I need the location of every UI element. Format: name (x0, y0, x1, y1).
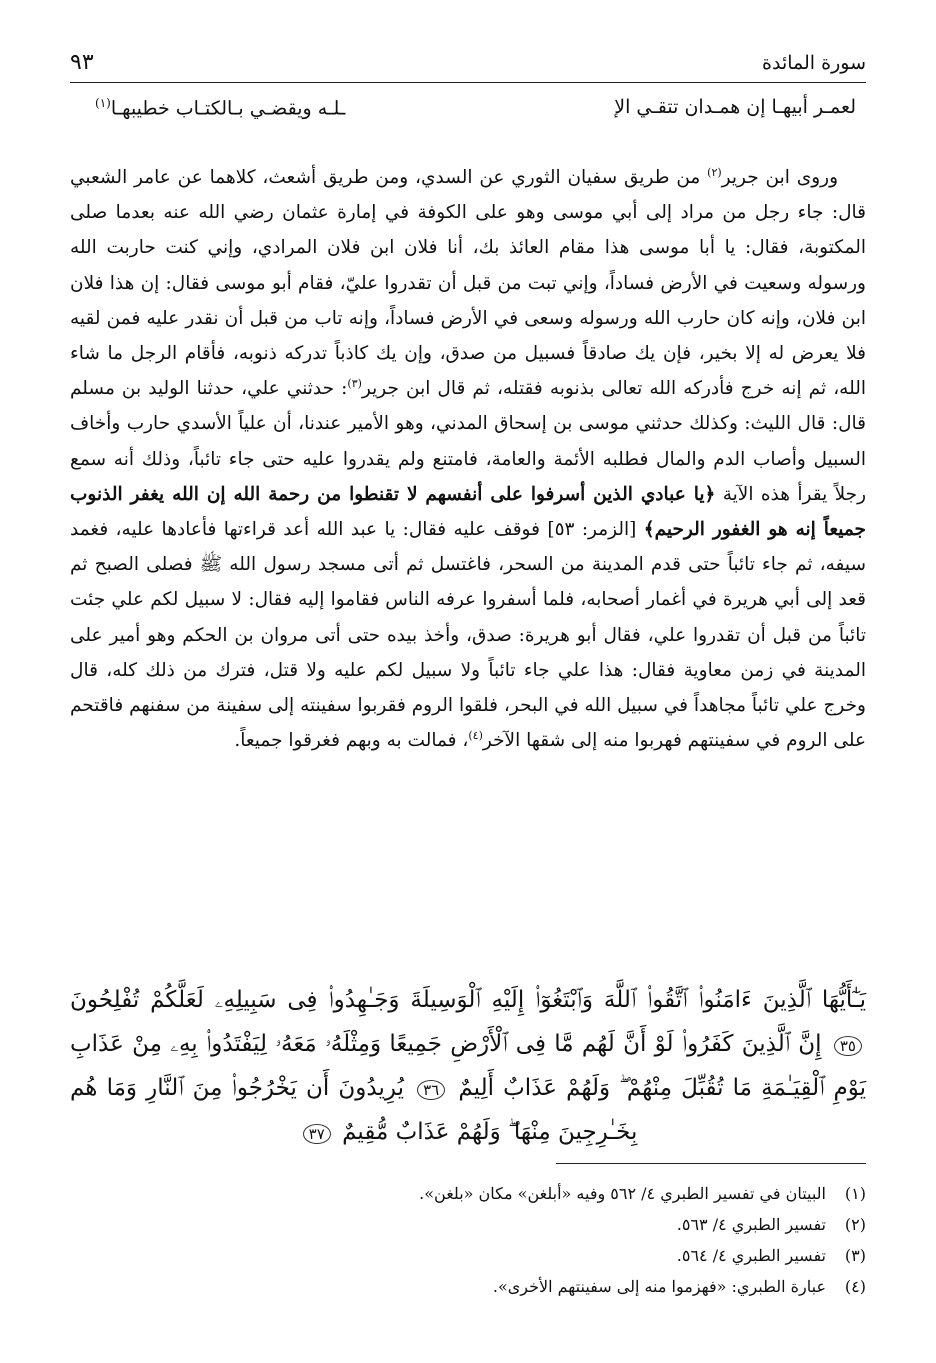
footnote-ref-1: (١) (95, 96, 111, 110)
ayah-number-marker: ٣٦ (417, 1080, 445, 1100)
footnote (70, 1240, 866, 1271)
footnote-ref-2: (٢) (707, 165, 722, 179)
footnote-number: (٣) (844, 1246, 866, 1265)
page-number: ٩٣ (70, 50, 94, 75)
verse-hemistich-first: لعمـر أبيهـا إن همـدان تتقـي الإ (614, 96, 856, 118)
footnote-text: عبارة الطبري: «فهزموا منه إلى سفينتهم الأخرى». (492, 1277, 826, 1296)
footnotes (70, 1178, 866, 1302)
quran-verses-block (70, 978, 866, 1154)
footnote-text: تفسير الطبري ٤/ ٥٦٤. (676, 1246, 826, 1265)
footnote-number: (١) (844, 1184, 866, 1203)
text-segment: وروى ابن جرير (721, 167, 839, 188)
footnote (70, 1209, 866, 1240)
text-segment: من طريق سفيان الثوري عن السدي، ومن طريق أشعث، كلاهما عن عامر الشعبي قال: جاء رجل من مراد إلى أبي موسى وهو على الكوفة في إمارة عثمان رضي الله عنه بعدما صلى المكتوبة، فقال: يا أبا موسى هذا مقام العائذ بك، أنا فلان ابن فلان المرادي، وإني كنت حاربت الله ورسوله وسعيت في الأرض فساداً، وإني تبت من قبل أن تقدروا عليّ، فقام أبو موسى فقال: إن هذا فلان ابن فلان، وإنه كان حارب الله ورسوله وسعى في الأرض فساداً، وإنه تاب من قبل أن نقدر عليه فمن لقيه فلا يعرض له إلا بخير، فإن يك صادقاً فسبيل من صدق، وإن يك كاذباً تدركه ذنوبه، فأقام الرجل ما شاء الله، ثم إنه خرج فأدركه الله تعالى بذنوبه فقتله، ثم قال ابن جرير (70, 167, 866, 400)
footnote-text: تفسير الطبري ٤/ ٥٦٣. (676, 1215, 826, 1234)
footnote (70, 1178, 866, 1209)
text-segment: [الزمر: ٥٣] فوقف عليه فقال: يا عبد الله أعد قراءتها فأعادها عليه، فغمد سيفه، ثم جاء تائباً حتى قدم المدينة من السحر، فاغتسل ثم أتى مسجد رسول الله ﷺ فصلى الصبح ثم قعد إلى أبي هريرة في أغمار أصحابه، فلما أسفروا عرفه الناس فقاموا إليه فقال: لا سبيل لكم علي جئت تائباً من قبل أن تقدروا علي، فقال أبو هريرة: صدق، وأخذ بيده حتى أتى مروان بن الحكم وهو أمير على المدينة في زمن معاوية فقال: هذا علي جاء تائباً ولا سبيل لكم عليه ولا قتل، فترك من ذلك كله، قال وخرج علي تائباً مجاهداً في سبيل الله في البحر، فلقوا الروم فقربوا سفينته إلى سفينة من سفنهم فاقتحم على الروم في سفينتهم فهربوا منه إلى شقها الآخر (70, 519, 866, 752)
text-segment: : حدثني علي، حدثنا الوليد بن مسلم قال: قال الليث: وكذلك حدثني موسى بن إسحاق المدني، وهو الأمير عندنا، أن علياً الأسدي حارب وأخاف السبيل وأصاب الدم والمال فطلبه الأئمة والعامة، فامتنع ولم يقدروا عليه حتى جاء تائباً، وذلك أنه سمع رجلاً يقرأ هذه الآية (70, 378, 867, 505)
quran-ayah-35: يَـٰٓأَيُّهَا ٱلَّذِينَ ءَامَنُوا۟ ٱتَّقُوا۟ ٱللَّهَ وَٱبْتَغُوٓا۟ إِلَيْهِ ٱلْوَسِيلَةَ وَجَـٰهِدُوا۟ فِى سَبِيلِهِۦ لَعَلَّكُمْ تُفْلِحُونَ (70, 987, 866, 1013)
ayah-number-marker: ٣٧ (303, 1124, 331, 1144)
footnote-number: (٢) (844, 1215, 866, 1234)
footnote-ref-4: (٤) (468, 729, 483, 743)
poetry-verse (95, 92, 856, 132)
surah-title: سورة المائدة (762, 52, 866, 74)
verse-hemistich-second-text: ـلـه ويقضـي بـالكتـاب خطيبهـا (110, 97, 346, 120)
verse-hemistich-second (95, 96, 345, 119)
quran-quote-inline: ﴿يا عبادي الذين أسرفوا على أنفسهم لا تقنطوا من رحمة الله إن الله يغفر الذنوب جميعاً إنه هو الغفور الرحيم﴾ (70, 483, 866, 541)
header-divider (70, 82, 866, 83)
running-header (70, 50, 866, 80)
footnote-divider (556, 1163, 866, 1164)
quran-ayah-36: إِنَّ ٱلَّذِينَ كَفَرُوا۟ لَوْ أَنَّ لَهُم مَّا فِى ٱلْأَرْضِ جَمِيعًا وَمِثْلَهُۥ مَعَهُۥ لِيَفْتَدُوا۟ بِهِۦ مِنْ عَذَابِ يَوْمِ ٱلْقِيَـٰمَةِ مَا تُقُبِّلَ مِنْهُمْ ۖ وَلَهُمْ عَذَابٌ أَلِيمٌ (70, 1031, 867, 1101)
footnote-ref-3: (٣) (347, 377, 362, 391)
text-segment: ، فمالت به وبهم فغرقوا جميعاً. (234, 730, 469, 752)
ayah-number-marker: ٣٥ (834, 1036, 862, 1056)
paragraph (70, 160, 866, 758)
quran-ayah-37: يُرِيدُونَ أَن يَخْرُجُوا۟ مِنَ ٱلنَّارِ وَمَا هُم بِخَـٰرِجِينَ مِنْهَا ۖ وَلَهُمْ عَذَابٌ مُّقِيمٌ (70, 1075, 638, 1145)
footnote-number: (٤) (844, 1277, 866, 1296)
main-paragraph (70, 160, 866, 758)
footnote (70, 1271, 866, 1302)
footnote-text: البيتان في تفسير الطبري ٤/ ٥٦٢ وفيه «أبلغن» مكان «بلغن». (419, 1184, 826, 1203)
